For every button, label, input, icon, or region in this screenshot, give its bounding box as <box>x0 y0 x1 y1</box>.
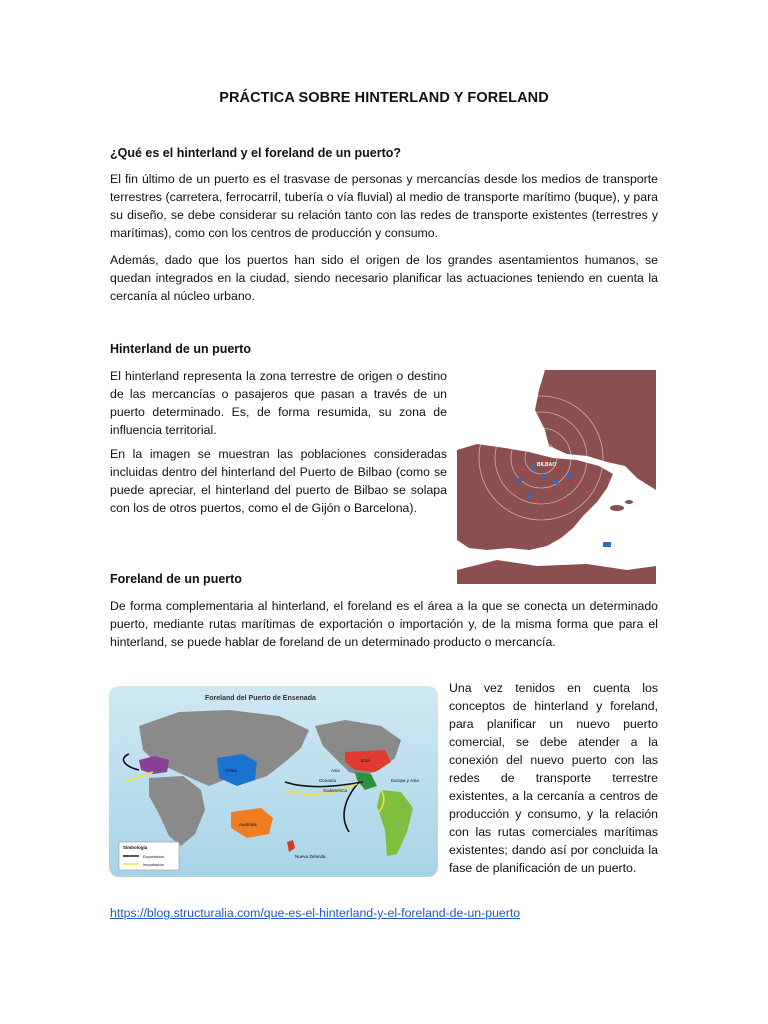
world-label-australia: Australia <box>239 822 257 827</box>
world-label-china: China <box>225 768 237 773</box>
hinterland-bilbao-map <box>457 370 656 584</box>
legend-export: Exportación <box>143 854 165 859</box>
page-title: PRÁCTICA SOBRE HINTERLAND Y FORELAND <box>219 90 549 106</box>
section-heading-hinterland: Hinterland de un puerto <box>110 342 251 356</box>
world-label-oceania: Oceanía <box>319 778 337 783</box>
svg-text:· · ·: · · · <box>507 507 513 511</box>
legend-swatch <box>603 542 611 547</box>
world-label-nueva-zelanda: Nueva Zelanda <box>295 854 326 859</box>
legend-label: Puerto seco <box>614 543 636 548</box>
paragraph-planning-conclusion: Una vez tenidos en cuenta los conceptos de hinterland y foreland, para planificar un nuevo puerto comercial, se debe atender a la conexión del nuevo puerto con las redes de transporte terrestre existentes, a la cercanía a centros de producción y consumo, y la relación con las rutas comerciales marítimas existentes; dando así por concluida la fase de planificación de un puerto. <box>449 681 658 875</box>
legend-import: Importación <box>143 862 164 867</box>
bilbao-label: BILBAO <box>537 462 557 468</box>
svg-text:· · ·: · · · <box>567 493 573 497</box>
paragraph-intro: El fin último de un puerto es el trasvase de personas y mercancías desde los medios de transporte terrestres (carretera, ferrocarril, tubería o vía fluvial) al medio de transporte marítimo (buque), y para su diseño, se debe considerar su relación tanto con las redes de transporte existentes (terrestres y marítimas), como con los centros de producción y consumo. <box>110 172 658 240</box>
section-heading-foreland: Foreland de un puerto <box>110 572 242 586</box>
world-label-sudamerica: Sudamérica <box>323 788 348 793</box>
world-label-europa-asia: Europa y Asia <box>391 778 419 783</box>
world-map-title: Foreland del Puerto de Ensenada <box>205 695 316 702</box>
paragraph-hinterland-bilbao: En la imagen se muestran las poblaciones consideradas incluidas dentro del hinterland del Puerto de Bilbao (como se puede apreciar, el hinterland del puerto de Bilbao se solapa con los de otros puertos, como el de Gijón o Barcelona). <box>110 447 447 515</box>
paragraph-ports-cities: Además, dado que los puertos han sido el origen de los grandes asentamientos humanos, se quedan integrados en la ciudad, siendo necesario planificar las actuaciones teniendo en cuenta la cercanía al núcleo urbano. <box>110 253 658 303</box>
source-link[interactable]: https://blog.structuralia.com/que-es-el-hinterland-y-el-foreland-de-un-puerto <box>110 906 521 920</box>
foreland-ensenada-map <box>109 686 438 877</box>
world-label-eua: EUA <box>361 758 371 763</box>
section-heading-what-is: ¿Qué es el hinterland y el foreland de un puerto? <box>110 146 402 160</box>
spain-map-graphic <box>457 370 656 584</box>
world-label-asia: Asia <box>331 768 340 773</box>
svg-text:· · ·: · · · <box>555 483 561 487</box>
paragraph-hinterland-definition: El hinterland representa la zona terrestre de origen o destino de las mercancías o pasajeros que pasan a través de un puerto determinado. Es, de forma resumida, su zona de influencia territorial. <box>110 369 447 437</box>
paragraph-foreland-definition: De forma complementaria al hinterland, el foreland es el área a la que se conecta un determinado puerto, mediante rutas marítimas de exportación o importación y, de la misma forma que para el hinterland, se puede hablar de foreland de un determinado producto o mercancía. <box>110 599 658 649</box>
world-map-graphic <box>109 686 438 877</box>
legend-title: Simbología <box>123 845 148 850</box>
